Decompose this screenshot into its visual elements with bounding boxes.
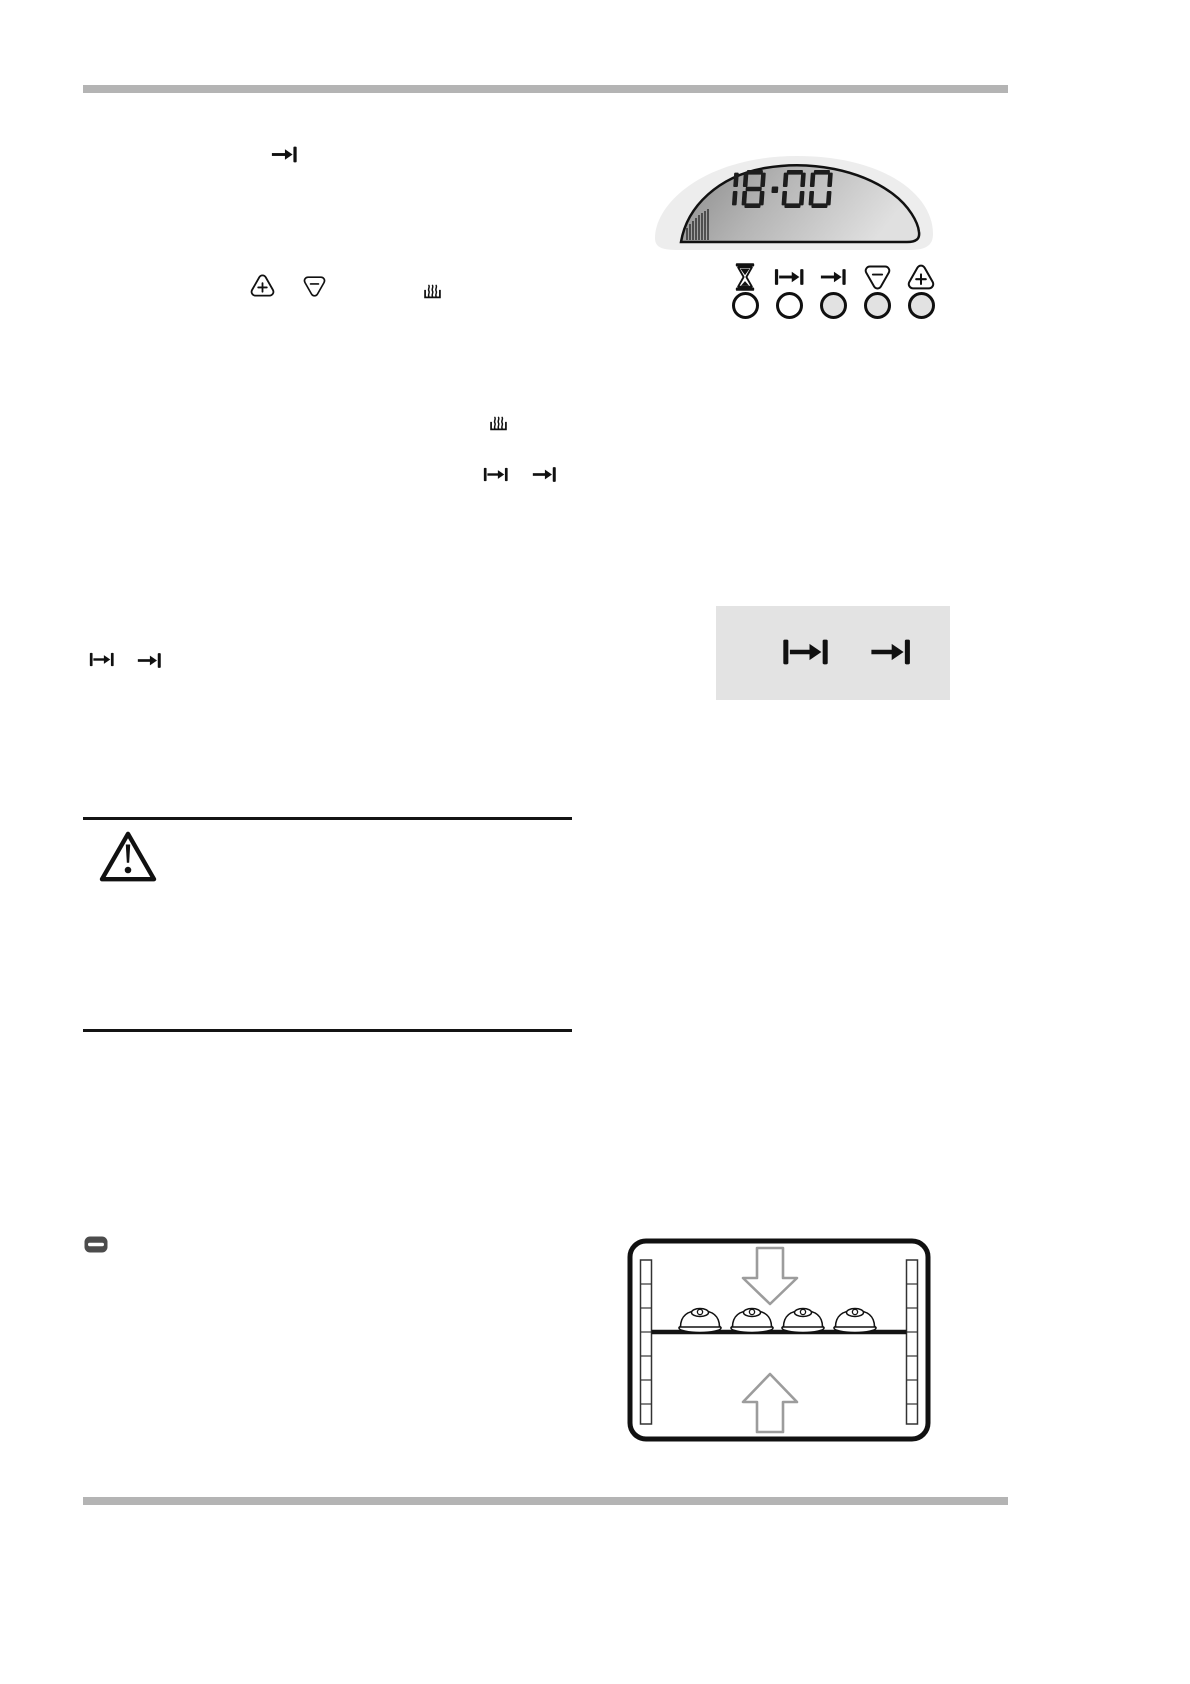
heat-icon xyxy=(489,415,508,431)
oven-diagram xyxy=(627,1238,931,1442)
note-icon xyxy=(84,1236,108,1253)
warning-rule-bottom xyxy=(83,1029,572,1032)
cook-duration-icon xyxy=(782,638,830,666)
end-time-icon xyxy=(271,145,298,164)
warning-triangle-icon xyxy=(98,830,158,884)
symbol-callout-box xyxy=(716,606,950,700)
cook-duration-icon xyxy=(774,268,805,286)
decrease-icon xyxy=(863,264,892,291)
cook-duration-icon xyxy=(89,652,115,667)
end-time-button xyxy=(820,292,847,319)
heat-icon xyxy=(423,283,442,299)
timer-display xyxy=(645,140,941,254)
decrease-button xyxy=(864,292,891,319)
top-band xyxy=(83,85,1008,93)
increase-icon xyxy=(906,263,936,291)
increase-button xyxy=(908,292,935,319)
decrease-icon xyxy=(302,275,327,298)
hourglass-button xyxy=(732,292,759,319)
increase-icon xyxy=(249,273,276,298)
cook-duration-button xyxy=(776,292,803,319)
end-time-icon xyxy=(870,638,912,666)
warning-rule-top xyxy=(83,817,572,820)
end-time-icon xyxy=(137,652,162,669)
bottom-band xyxy=(83,1497,1008,1505)
hourglass-icon xyxy=(734,263,756,291)
end-time-icon xyxy=(532,466,557,483)
cook-duration-icon xyxy=(483,467,509,482)
end-time-icon xyxy=(820,268,847,286)
